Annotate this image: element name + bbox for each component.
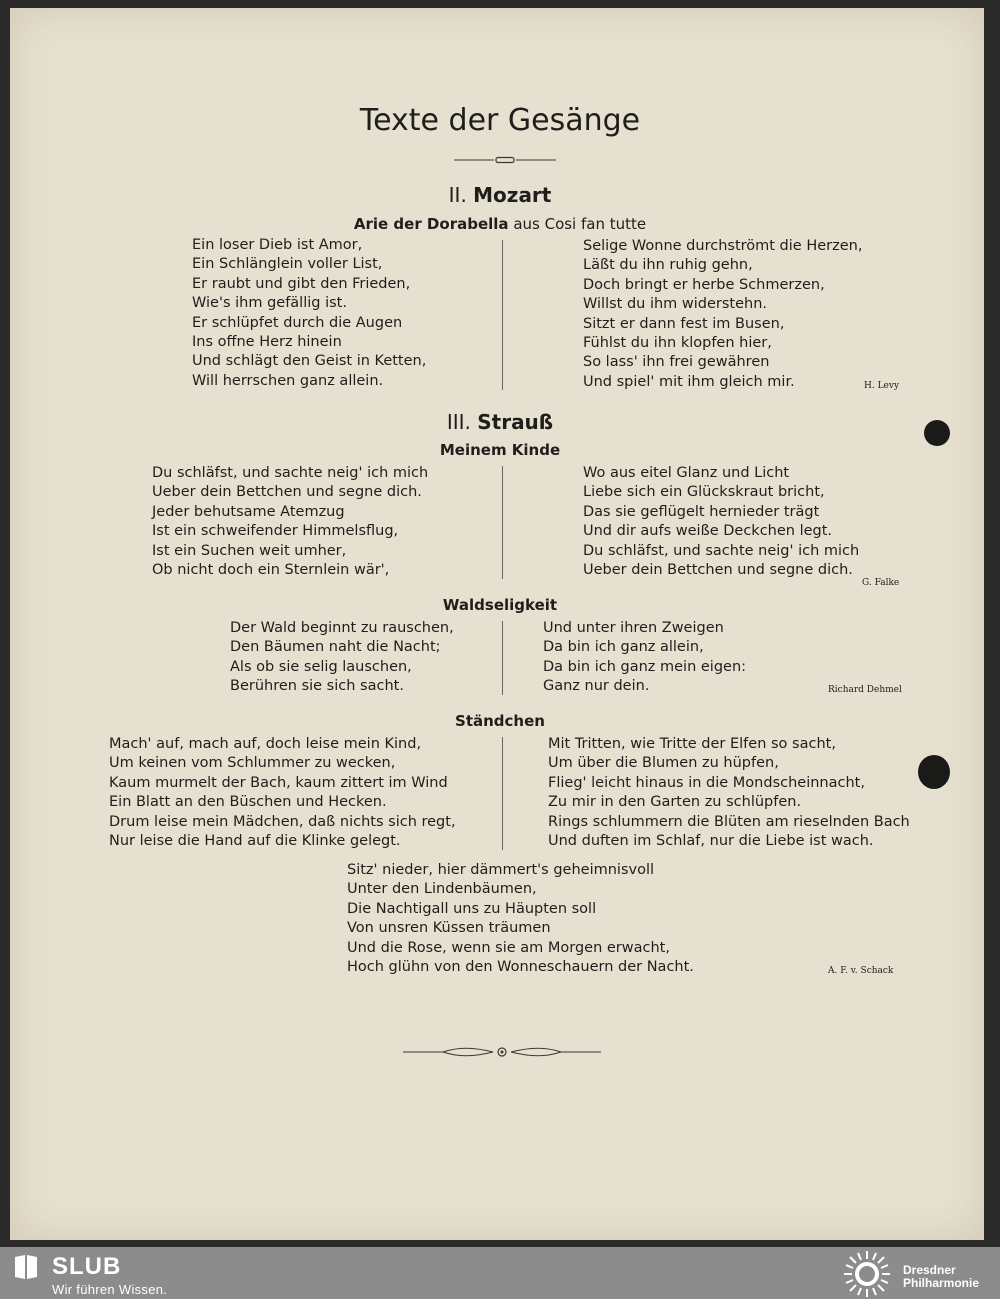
verse-line: So lass' ihn frei gewähren	[583, 354, 770, 371]
staendchen-verse-right	[548, 735, 910, 851]
verse-line: Um über die Blumen zu hüpfen,	[548, 755, 779, 772]
verse-line: Rings schlummern die Blüten am rieselnden Bach	[548, 813, 910, 830]
verse-line: Er raubt und gibt den Frieden,	[192, 275, 411, 292]
verse-line: Ist ein Suchen weit umher,	[152, 542, 347, 559]
verse-line: Und unter ihren Zweigen	[543, 620, 724, 636]
verse-line: Ein Blatt an den Büschen und Hecken.	[109, 794, 387, 811]
column-divider	[502, 466, 503, 579]
section-numeral: II.	[448, 183, 467, 207]
waldseligkeit-verse-right	[543, 619, 746, 697]
verse-line: Und spiel' mit ihm gleich mir.	[583, 373, 795, 390]
verse-line: Will herrschen ganz allein.	[192, 372, 384, 389]
waldseligkeit-verse-left	[230, 619, 454, 697]
verse-line: Den Bäumen naht die Nacht;	[230, 639, 441, 656]
verse-line: Und die Rose, wenn sie am Morgen erwacht,	[347, 939, 670, 956]
aria-source: aus Cosi fan tutte	[513, 215, 647, 233]
verse-line: Willst du ihm widerstehn.	[583, 296, 768, 313]
verse-line: Ob nicht doch ein Sternlein wär',	[152, 561, 390, 578]
verse-line: Hoch glühn von den Wonneschauern der Nacht.	[347, 958, 694, 975]
verse-line: Unter den Lindenbäumen,	[347, 881, 537, 898]
verse-line: Als ob sie selig lauschen,	[230, 658, 412, 675]
author-credit: H. Levy	[864, 381, 900, 391]
library-tagline: Wir führen Wissen.	[52, 1282, 168, 1297]
song-title-staendchen	[0, 712, 1000, 730]
library-name[interactable]: SLUB	[52, 1253, 122, 1280]
partner-name	[903, 1264, 979, 1290]
verse-line: Jeder behutsame Atemzug	[152, 503, 345, 520]
aria-verse-left	[192, 236, 426, 391]
verse-line: Drum leise mein Mädchen, daß nichts sich regt,	[109, 813, 456, 830]
section-mozart-heading	[0, 183, 1000, 207]
verse-line: Selige Wonne durchströmt die Herzen,	[583, 238, 863, 254]
verse-line: Ins offne Herz hinein	[192, 333, 342, 350]
aria-verse-right	[583, 237, 862, 392]
verse-line: Ein Schlänglein voller List,	[192, 256, 383, 273]
verse-line: Wie's ihm gefällig ist.	[192, 295, 347, 312]
title-ornament	[454, 156, 556, 164]
author-credit: G. Falke	[862, 578, 900, 588]
author-credit: Richard Dehmel	[828, 685, 902, 695]
verse-line: Ist ein schweifender Himmelsflug,	[152, 523, 399, 540]
verse-line: Läßt du ihn ruhig gehn,	[583, 257, 753, 274]
column-divider	[502, 737, 503, 850]
verse-line: Liebe sich ein Glückskraut bricht,	[583, 484, 825, 501]
song-title-meinem-kinde	[0, 441, 1000, 459]
verse-line: Mach' auf, mach auf, doch leise mein Kind,	[109, 736, 422, 752]
verse-line: Sitzt er dann fest im Busen,	[583, 315, 785, 332]
verse-line: Und schlägt den Geist in Ketten,	[192, 353, 427, 370]
aria-heading	[0, 215, 1000, 233]
song-title-text: Meinem Kinde	[439, 441, 561, 459]
book-icon	[12, 1253, 40, 1281]
verse-line: Doch bringt er herbe Schmerzen,	[583, 276, 825, 293]
verse-line: Ganz nur dein.	[543, 678, 650, 695]
staendchen-verse-left	[109, 735, 456, 851]
verse-line: Von unsren Küssen träumen	[347, 920, 551, 937]
verse-line: Da bin ich ganz mein eigen:	[543, 658, 747, 675]
partner-name-line: Dresdner	[903, 1263, 956, 1277]
punch-hole-bottom	[918, 755, 950, 789]
verse-line: Das sie geflügelt hernieder trägt	[583, 503, 820, 520]
partner-name-line: Philharmonie	[903, 1276, 980, 1290]
verse-line: Flieg' leicht hinaus in die Mondscheinnacht,	[548, 774, 865, 791]
composer-name: Mozart	[473, 183, 552, 207]
page-title: Texte der Gesänge	[359, 103, 641, 138]
song-title-waldseligkeit	[0, 596, 1000, 614]
column-divider	[502, 240, 503, 390]
verse-line: Sitz' nieder, hier dämmert's geheimnisvoll	[347, 862, 655, 878]
section-numeral: III.	[446, 410, 471, 434]
column-divider	[502, 621, 503, 695]
song-title-text: Ständchen	[455, 712, 545, 730]
verse-line: Die Nachtigall uns zu Häupten soll	[347, 900, 597, 917]
verse-line: Wo aus eitel Glanz und Licht	[583, 465, 790, 481]
staendchen-verse-center	[347, 861, 694, 977]
verse-line: Und duften im Schlaf, nur die Liebe ist wach.	[548, 832, 874, 849]
verse-line: Der Wald beginnt zu rauschen,	[230, 620, 454, 636]
closing-ornament	[403, 1045, 601, 1059]
author-credit: A. F. v. Schack	[828, 966, 894, 976]
verse-line: Kaum murmelt der Bach, kaum zittert im Wind	[109, 774, 448, 791]
verse-line: Nur leise die Hand auf die Klinke gelegt.	[109, 832, 401, 849]
section-strauss-heading	[0, 410, 1000, 434]
verse-line: Er schlüpfet durch die Augen	[192, 314, 403, 331]
verse-line: Fühlst du ihn klopfen hier,	[583, 334, 772, 351]
verse-line: Um keinen vom Schlummer zu wecken,	[109, 755, 396, 772]
verse-line: Ein loser Dieb ist Amor,	[192, 237, 363, 253]
verse-line: Du schläfst, und sachte neig' ich mich	[583, 542, 860, 559]
verse-line: Und dir aufs weiße Deckchen legt.	[583, 523, 833, 540]
meinem-kinde-verse-right	[583, 464, 859, 580]
verse-line: Mit Tritten, wie Tritte der Elfen so sacht,	[548, 736, 836, 752]
verse-line: Berühren sie sich sacht.	[230, 678, 404, 695]
verse-line: Ueber dein Bettchen und segne dich.	[152, 484, 422, 501]
composer-name: Strauß	[477, 410, 554, 434]
song-title-text: Waldseligkeit	[442, 596, 558, 614]
aria-name: Arie der Dorabella	[353, 215, 509, 233]
verse-line: Zu mir in den Garten zu schlüpfen.	[548, 794, 802, 811]
sunburst-logo-icon[interactable]	[842, 1249, 892, 1299]
verse-line: Du schläfst, und sachte neig' ich mich	[152, 465, 429, 481]
verse-line: Ueber dein Bettchen und segne dich.	[583, 561, 853, 578]
verse-line: Da bin ich ganz allein,	[543, 639, 704, 656]
meinem-kinde-verse-left	[152, 464, 428, 580]
